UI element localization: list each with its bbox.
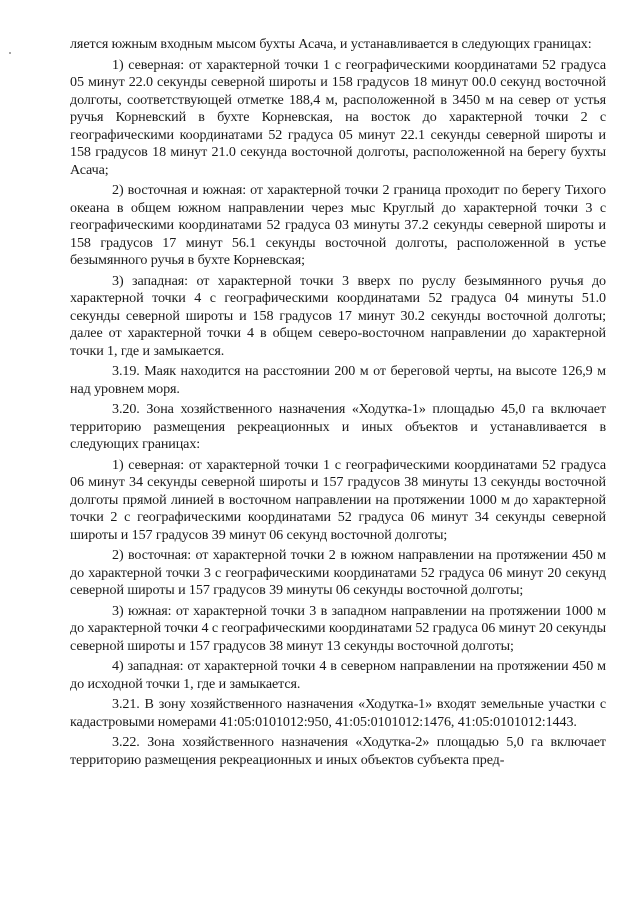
paragraph-continuation: ляется южным входным мысом бухты Асача, и устанавливается в следующих границах: [70,36,592,52]
paragraph-east-south-boundary: 2) восточная и южная: от характерной точки 2 граница проходит по берегу Тихого океана в общем южном направлении через мыс Круглый до характерной точки 3 с географическими координатами 52 градуса 03 минуты 37.2 секунды северной широты и 158 градусов 17 минут 56.1 секунды восточной долготы, расположенной в устье безымянного ручья в бухте Корневская; [70,182,606,268]
document-page [70,36,606,769]
paragraph-south-boundary-2: 3) южная: от характерной точки 3 в западном направлении на протяжении 1000 м до характерной точки 4 с географическими координатами 52 градуса 06 минут 20 секунды северной широты и 157 градусов 38 минут 13 секунды восточной долготы; [70,602,606,654]
paragraph-west-boundary-1: 3) западная: от характерной точки 3 вверх по руслу безымянного ручья до характерной точки 4 с географическими координатами 52 градуса 04 минуты 51.0 секунды северной широты и 158 градусов 17 минут 30.2 секунды восточной долготы; далее от характерной точки 4 в общем северо-восточном направлении до характерной точки 1, где и замыкается. [70,272,606,359]
paragraph-3-22: 3.22. Зона хозяйственного назначения «Ходутка-2» площадью 5,0 га включает территорию размещения рекреационных и иных объектов субъекта пред- [70,734,606,768]
paragraph-north-boundary-1: 1) северная: от характерной точки 1 с географическими координатами 52 градуса 05 минут 22.0 секунды северной широты и 158 градусов 18 минут 00.0 секунд восточной долготы, соответствующей отметке 188,4 м, расположенной в 3450 м на север от устья ручья Корневский в бухте Корневская, на восток до характерной точки 2 с географическими координатами 52 градуса 05 минут 22.1 секунды северной широты и 158 градусов 18 минут 21.0 секунда восточной долготы, расположенной на берегу бухты Асача; [70,56,606,178]
paragraph-north-boundary-2: 1) северная: от характерной точки 1 с географическими координатами 52 градуса 06 минут 34 секунды северной широты и 157 градусов 38 минуты 13 секунды восточной долготы прямой линией в восточном направлении на протяжении 1000 м до характерной точки 2 с географическими координатами 52 градуса 06 минут 34 секунды северной широты и 157 градусов 39 минут 06 секунд восточной долготы; [70,456,606,543]
paragraph-3-19: 3.19. Маяк находится на расстоянии 200 м от береговой черты, на высоте 126,9 м над уровнем моря. [70,363,606,397]
paragraph-3-21: 3.21. В зону хозяйственного назначения «Ходутка-1» входят земельные участки с кадастровыми номерами 41:05:0101012:950, 41:05:0101012:1476, 41:05:0101012:1443. [70,696,606,730]
paragraph-3-20: 3.20. Зона хозяйственного назначения «Ходутка-1» площадью 45,0 га включает территорию размещения рекреационных и иных объектов и устанавливается в следующих границах: [70,401,606,452]
paragraph-east-boundary-2: 2) восточная: от характерной точки 2 в южном направлении на протяжении 450 м до характерной точки 3 с географическими координатами 52 градуса 06 минут 20 секунд северной широты и 157 градусов 39 минуты 06 секунды восточной долготы; [70,547,606,598]
paragraph-west-boundary-2: 4) западная: от характерной точки 4 в северном направлении на протяжении 450 м до исходной точки 1, где и замыкается. [70,658,606,692]
scan-speck [9,52,11,54]
